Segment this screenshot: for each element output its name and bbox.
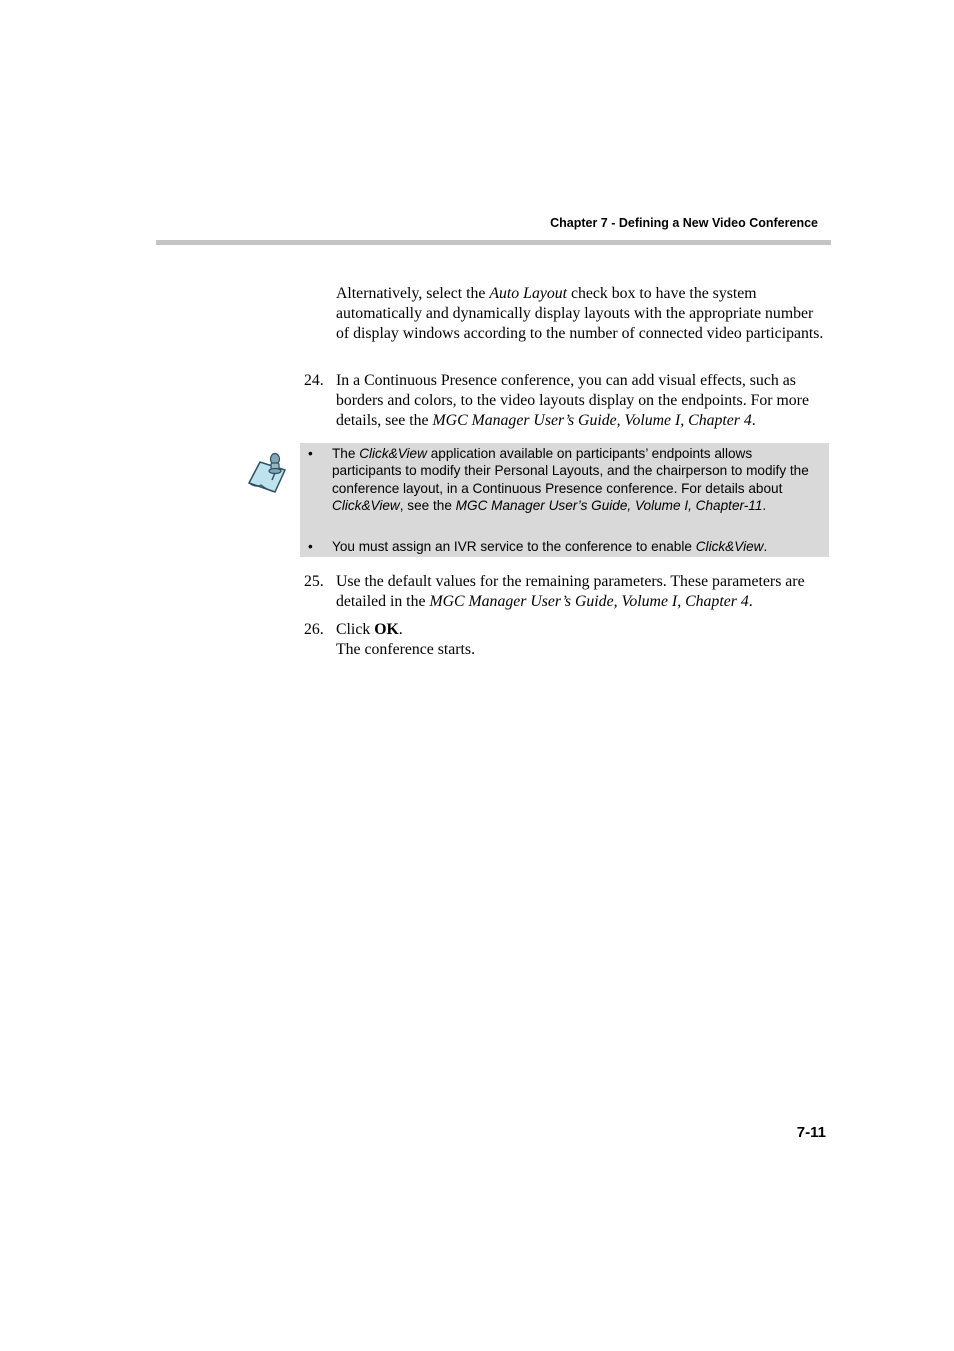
step-25-text: Use the default values for the remaining parameters. These parameters are detailed in the: [336, 573, 805, 610]
note-text: [332, 445, 818, 514]
click-view-term: Click&View: [695, 539, 764, 554]
note-pushpin-icon: [245, 450, 289, 494]
ok-term: OK: [374, 621, 399, 638]
step-24-text: In a Continuous Presence conference, you can add visual effects, such as borders and colors, to the video layouts display on the endpoints. For more details, see the: [336, 372, 809, 429]
step-text: [336, 572, 828, 612]
note-box: [300, 443, 829, 557]
step-25-period: .: [748, 593, 753, 610]
bullet: •: [308, 446, 313, 461]
step-result: The conference starts.: [336, 641, 476, 658]
guide-reference: MGC Manager User’s Guide, Volume I, Chapter-11: [455, 497, 763, 513]
note-1-text-a: The: [332, 446, 360, 461]
page-number: 7-11: [796, 1124, 826, 1141]
step-number: 25.: [304, 573, 324, 590]
step-text: [336, 620, 828, 660]
header-rule: [156, 240, 831, 245]
step-24-period: .: [751, 412, 756, 429]
intro-text: Alternatively, select the: [336, 285, 490, 302]
note-1-text-b: application available on participants’ endpoints allows participants to modify their Personal Layouts, and the chairperson to modify the conference layout, in a Continuous Presence conference. For details about: [332, 446, 809, 496]
click-view-term: Click&View: [359, 446, 427, 461]
step-26-period: .: [398, 621, 403, 638]
chapter-header: Chapter 7 - Defining a New Video Conference: [550, 216, 818, 230]
step-number: 26.: [304, 621, 324, 638]
auto-layout-term: Auto Layout: [489, 285, 568, 302]
bullet: •: [308, 539, 313, 554]
note-1-text-c: , see the: [399, 497, 456, 513]
guide-reference: MGC Manager User’s Guide, Volume I, Chapter 4: [432, 412, 752, 429]
note-1-period: .: [762, 497, 767, 513]
intro-text-end: check box to have the system automatically and dynamically display layouts with the appropriate number of display windows according to the number of connected video participants.: [336, 285, 824, 342]
click-view-term: Click&View: [332, 497, 400, 513]
step-26-text: Click: [336, 621, 375, 638]
auto-layout-paragraph: [336, 284, 828, 344]
note-2-text: You must assign an IVR service to the conference to enable: [332, 539, 696, 554]
step-number: 24.: [304, 372, 324, 389]
note-2-period: .: [763, 539, 768, 554]
step-text: [336, 371, 828, 431]
note-text: [332, 538, 818, 555]
guide-reference: MGC Manager User’s Guide, Volume I, Chapter 4: [429, 593, 749, 610]
